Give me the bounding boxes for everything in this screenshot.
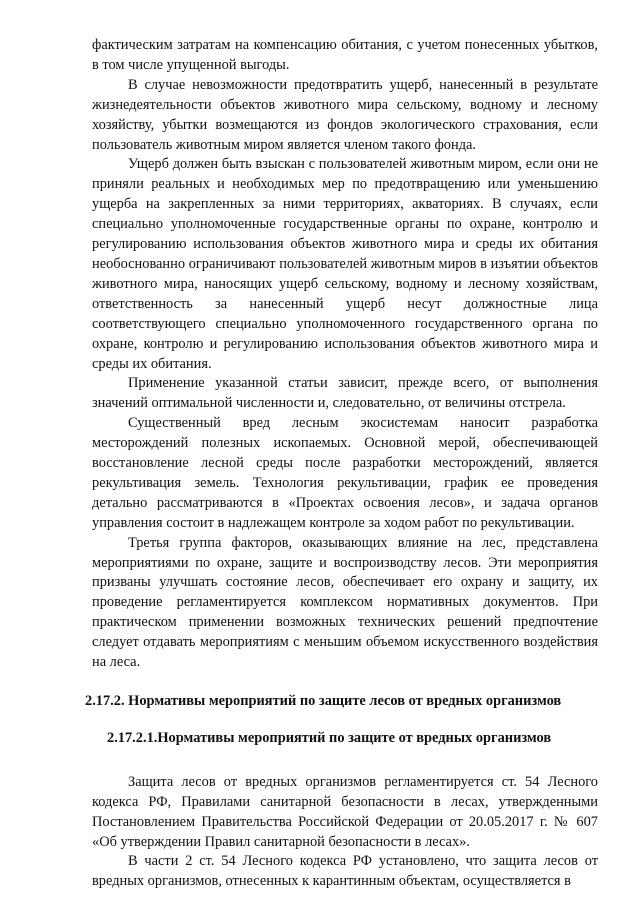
paragraph-third-group: Третья группа факторов, оказывающих влияние на лес, представлена мероприятиями по охране, защите и воспроизводству лесов. Эти мероприятия призваны улучшать состояние лесов, обеспечивает его охрану и защиту, их проведение регламентируется комплексом нормативных документов. При практическом применении возможных технических решений предпочтение следует отдавать мероприятиям с меньшим объемом искусственного воздействия на леса. — [92, 534, 598, 671]
subsection-heading: 2.17.2.1.Нормативы мероприятий по защите от вредных организмов — [107, 729, 552, 746]
section-heading: 2.17.2. Нормативы мероприятий по защите лесов от вредных организмов — [85, 693, 562, 709]
paragraph-damage-recovery: Ущерб должен быть взыскан с пользователей животным миром, если они не приняли реальных и необходимых мер по предотвращению или уменьшению ущерба на закрепленных за ними территориях, акваториях. В случаях, если специально уполномоченные государственные органы по охране, контролю и регулированию использования объектов животного мира и среды их обитания необоснованно ограничивают пользователей животным миров в изъятии объектов животного мира, наносящих ущерб сельскому, водному и лесному хозяйствам, ответственность за нанесенный ущерб несут должностные лица соответствующего специально уполномоченного государственного органа по охране, контролю и регулированию использования объектов животного мира и среды их обитания. — [92, 156, 598, 372]
paragraph-quarantine-objects: В части 2 ст. 54 Лесного кодекса РФ установлено, что защита лесов от вредных организмов, отнесенных к карантинным объектам, осуществляется в — [92, 853, 598, 890]
paragraph-protection-regulation: Защита лесов от вредных организмов регламентируется ст. 54 Лесного кодекса РФ, Правилами санитарной безопасности в лесах, утвержденными Постановлением Правительства Российской Федерации от 20.05.2017 г. № 607 «Об утверждении Правил санитарной безопасности в лесах». — [92, 773, 598, 850]
paragraph-damage-prevention: В случае невозможности предотвратить ущерб, нанесенный в результате жизнедеятельности объектов животного мира сельскому, водному и лесному хозяйству, убытки возмещаются из фондов экологического страхования, если пользователь животным миром является членом такого фонда. — [92, 76, 598, 153]
paragraph-article-application: Применение указанной статьи зависит, прежде всего, от выполнения значений оптимальной численности и, следовательно, от величины отстрела. — [92, 375, 598, 412]
document-page — [85, 36, 598, 892]
paragraph-continuation: фактическим затратам на компенсацию обитания, с учетом понесенных убытков, в том числе упущенной выгоды. — [92, 37, 598, 73]
paragraph-mining-damage: Существенный вред лесным экосистемам наносит разработка месторождений полезных ископаемых. Основной мерой, обеспечивающей восстановление лесной среды после разработки месторождений, является рекультивация земель. Технология рекультивации, график ее проведения детально рассматриваются в «Проектах освоения лесов», и задача органов управления состоит в надлежащем контроле за ходом работ по рекультивации. — [92, 415, 598, 531]
